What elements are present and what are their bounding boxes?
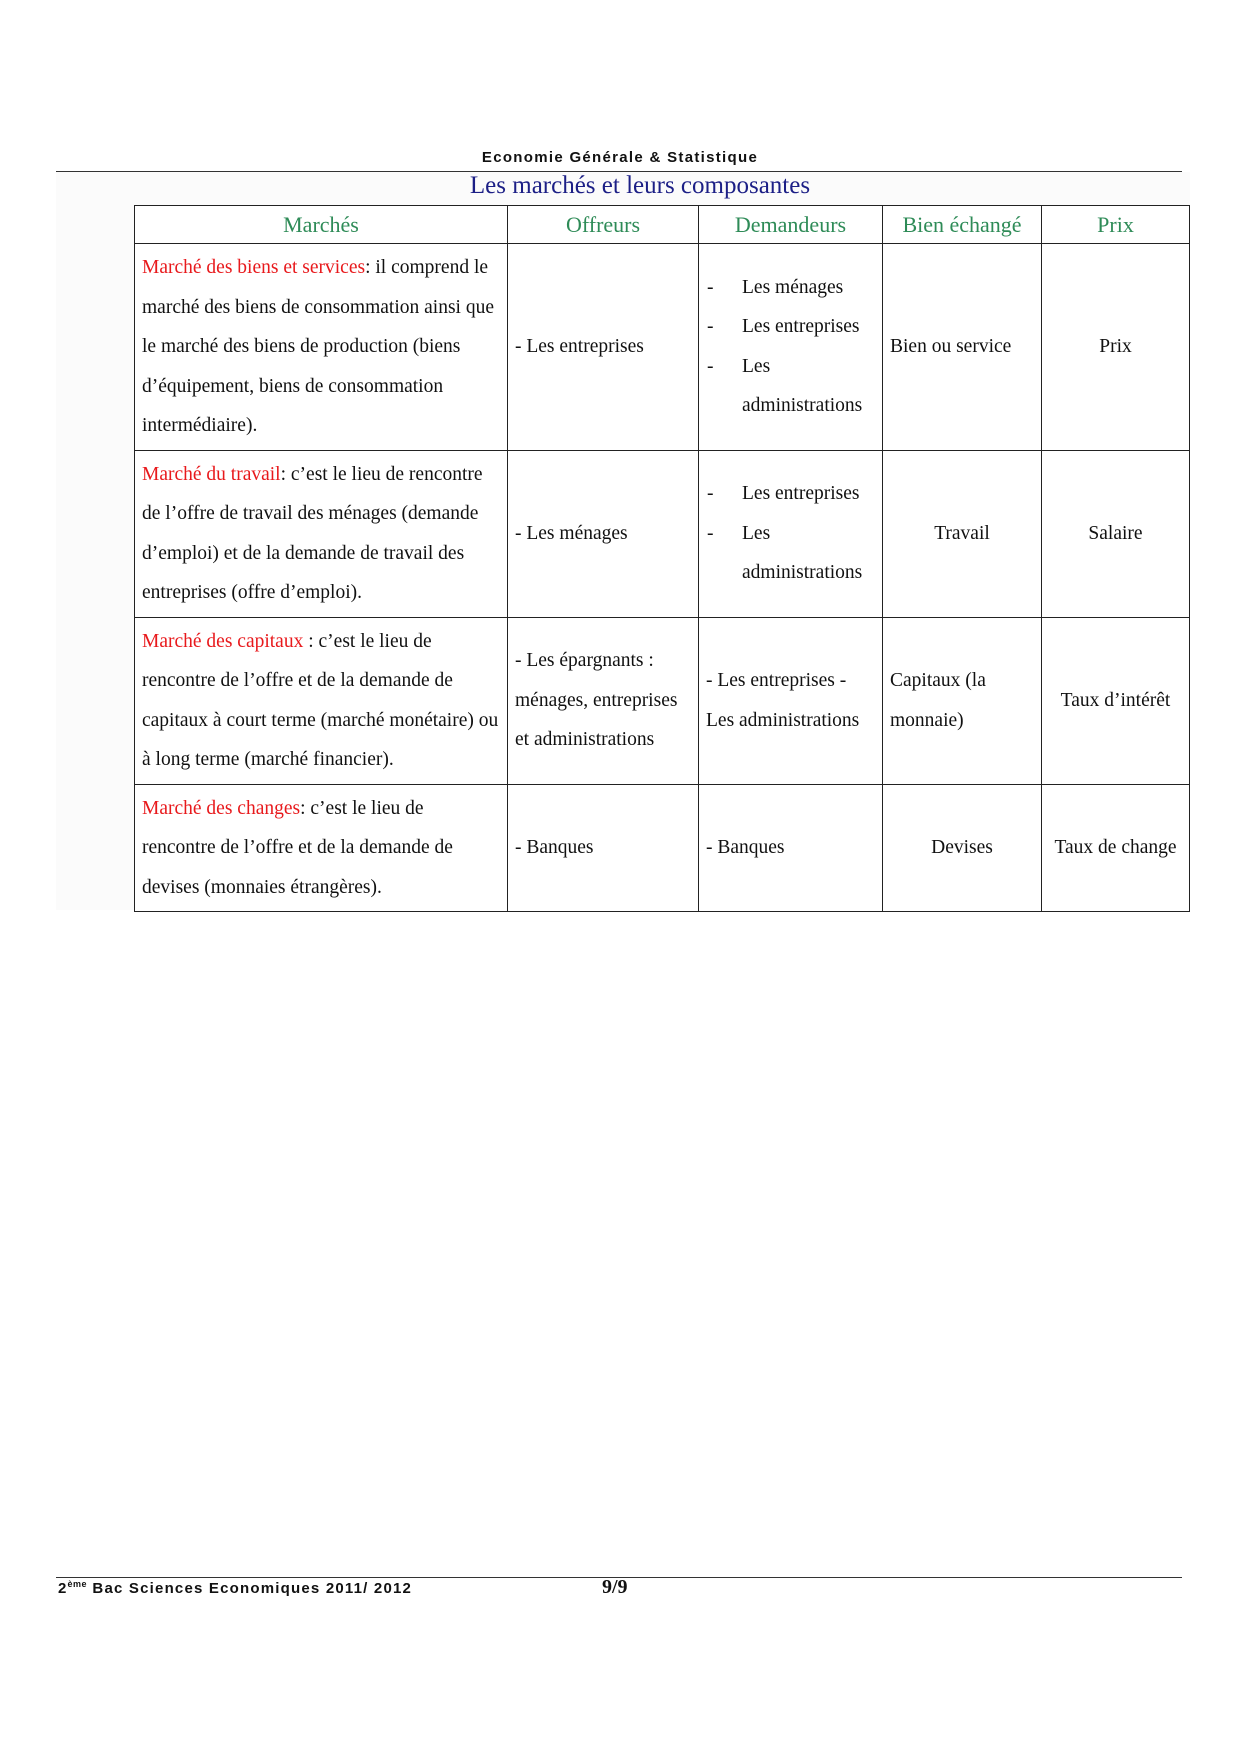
demandeurs-cell — [699, 450, 883, 617]
footer-level-number: 2 — [58, 1580, 68, 1597]
offreurs-cell: - Les épargnants : ménages, entreprises et administrations — [508, 617, 699, 784]
market-name: Marché des biens et services — [142, 257, 366, 278]
market-name: Marché des capitaux — [142, 630, 304, 652]
market-name: Marché des changes — [142, 797, 301, 819]
table-row — [135, 244, 1190, 451]
list-item: - Les administrations — [706, 347, 875, 426]
prix-cell: Taux de change — [1042, 784, 1190, 912]
column-header-bien-echange: Bien échangé — [883, 206, 1042, 244]
table-title: Les marchés et leurs composantes — [469, 172, 811, 199]
list-item: - Les entreprises — [706, 307, 875, 347]
market-description: : il comprend le marché des biens de consommation ainsi que le marché des biens de production (biens d’équipement, biens de consommation intermédiaire). — [142, 257, 494, 436]
page-number: 9/9 — [602, 1576, 628, 1598]
prix-cell: Taux d’intérêt — [1042, 617, 1190, 784]
market-cell — [135, 784, 508, 912]
column-header-marches: Marchés — [135, 206, 508, 244]
list-item: - Les entreprises — [706, 474, 875, 514]
market-cell — [135, 450, 508, 617]
list-item: - Les ménages — [706, 268, 875, 308]
column-header-offreurs: Offreurs — [508, 206, 699, 244]
bien-cell: Bien ou service — [883, 244, 1042, 451]
column-header-prix: Prix — [1042, 206, 1190, 244]
page-header-title: Economie Générale & Statistique — [481, 149, 759, 166]
market-description: : c’est le lieu de rencontre de l’offre et de la demande de devises (monnaies étrangères). — [142, 797, 453, 898]
bien-cell: Travail — [883, 450, 1042, 617]
demandeurs-cell — [699, 244, 883, 451]
table-row — [135, 784, 1190, 912]
bien-cell: Capitaux (la monnaie) — [883, 617, 1042, 784]
offreurs-cell: - Les entreprises — [508, 244, 699, 451]
table-header-row — [135, 206, 1190, 244]
market-cell — [135, 617, 508, 784]
market-description: : c’est le lieu de rencontre de l’offre et de la demande de capitaux à court terme (marché monétaire) ou à long terme (marché financier). — [142, 630, 499, 770]
footer-course-label — [58, 1579, 412, 1597]
prix-cell: Prix — [1042, 244, 1190, 451]
demandeurs-cell: - Les entreprises - Les administrations — [699, 617, 883, 784]
markets-table — [134, 205, 1190, 912]
demandeurs-cell: - Banques — [699, 784, 883, 912]
list-item: - Les administrations — [706, 514, 875, 593]
market-cell — [135, 244, 508, 451]
column-header-demandeurs: Demandeurs — [699, 206, 883, 244]
offreurs-cell: - Les ménages — [508, 450, 699, 617]
bien-cell: Devises — [883, 784, 1042, 912]
offreurs-cell: - Banques — [508, 784, 699, 912]
demandeurs-list — [706, 474, 875, 593]
table-row — [135, 450, 1190, 617]
demandeurs-list — [706, 268, 875, 426]
market-description: : c’est le lieu de rencontre de l’offre de travail des ménages (demande d’emploi) et de la demande de travail des entreprises (offre d’emploi). — [142, 463, 483, 603]
market-name: Marché du travail — [142, 463, 281, 485]
table-row — [135, 617, 1190, 784]
footer-level-superscript: ème — [67, 1579, 88, 1589]
footer-course-text: Bac Sciences Economiques 2011/ 2012 — [87, 1580, 413, 1597]
prix-cell: Salaire — [1042, 450, 1190, 617]
